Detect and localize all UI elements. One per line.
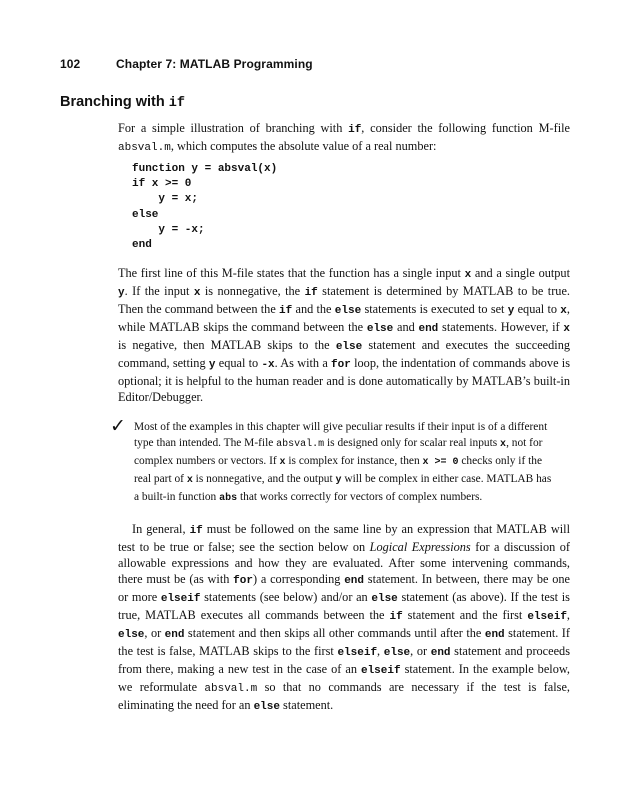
code-listing [132,162,277,253]
text: statements (see below) and/or an [200,590,372,604]
inline-code: else [383,647,411,659]
text: statement and executes the succeeding command, setting [118,338,570,370]
text: is nonnegative, and the output [192,473,336,485]
code-line: if x >= 0 [132,178,192,191]
text: and a single output [471,266,571,280]
inline-code: y [507,305,515,317]
inline-code: else [253,701,280,713]
inline-code: if [304,287,318,299]
text: is complex for instance, then [285,455,423,467]
inline-code: end [484,629,505,641]
inline-code: end [418,323,439,335]
inline-code: else [335,341,363,353]
inline-code: y [208,359,216,371]
inline-code: else [118,629,145,641]
inline-code: elseif [360,665,401,677]
code-line: end [132,238,152,251]
inline-code: elseif [337,647,378,659]
inline-code: end [164,629,185,641]
inline-code: elseif [527,611,567,623]
inline-code: elseif [160,593,201,605]
text: Most of the examples in this chapter will give peculiar results if their input is of a different type than intended. The M-file [134,421,548,449]
text: statement. [279,698,334,712]
inline-code: if [279,305,293,317]
text: statement (as above). If the test is true, MATLAB executes all commands between the [118,590,570,622]
running-header [60,57,313,71]
section-heading-text: Branching with [60,94,169,110]
code-line: else [132,208,159,221]
section-heading [60,94,185,111]
inline-code: -x [261,359,275,371]
chapter-title: Chapter 7: MATLAB Programming [116,57,313,71]
text: In general, [132,522,190,536]
text: The first line of this M-file states that the function has a single input [118,266,465,280]
text: , consider the following function M-file [361,121,570,135]
inline-code: x >= 0 [422,457,459,468]
text: , [566,608,570,622]
text: . As with a [274,356,332,370]
text: and [393,320,419,334]
inline-code: if [389,611,403,623]
text: statement is determined by MATLAB to be true. Then the command between the [118,284,570,316]
text: statement. In between, there may be one or more [118,572,571,604]
inline-code: x [563,323,571,335]
text: statements. However, if [438,320,564,334]
text: statement and then skips all other commands until after the [184,626,485,640]
code-line: y = -x; [132,223,205,236]
text: is nonnegative, the [200,284,305,298]
text: is designed only for scalar real inputs [324,437,501,449]
text: statement and proceeds from there, making a new test in the case of an [118,644,570,676]
inline-code: y [118,287,125,299]
inline-code: else [334,305,362,317]
note-paragraph [134,419,552,507]
inline-code: else [371,593,398,605]
inline-code: for [331,359,351,371]
general-paragraph [118,521,570,715]
text: , or [410,644,431,658]
text: and the [292,302,335,316]
checkmark-icon: ✓ [110,415,126,437]
text: . If the input [124,284,194,298]
text: equal to [215,356,262,370]
text: statement and the first [402,608,528,622]
text: that works correctly for vectors of complex numbers. [237,491,483,503]
text: loop, the indentation of commands above is optional; it is helpful to the human reader and is done automatically by MATLAB’s built-in Editor/Debugger. [118,356,570,404]
inline-code: x [193,287,201,299]
text: equal to [514,302,561,316]
text: , [377,644,384,658]
inline-code: if [189,525,203,537]
intro-paragraph [118,120,570,156]
inline-code: abs [219,493,238,504]
inline-code: x [186,475,193,486]
text: for a discussion of allowable expressions and how they are evaluated. After some intervening commands, there must be (as with [118,540,571,586]
inline-code: x [500,439,507,450]
text: For a simple illustration of branching with [118,121,349,135]
page-number: 102 [60,57,81,71]
inline-code: y [335,475,342,486]
inline-code: x [279,457,286,468]
text: statements is executed to set [361,302,508,316]
text: , or [144,626,165,640]
text: statement. In the example below, we reformulate [118,662,570,694]
inline-code: if [348,124,362,136]
code-line: function y = absval(x) [132,163,278,175]
inline-code: absval.m [118,142,171,154]
text: , not for complex numbers or vectors. If [134,437,543,467]
inline-code: x [464,269,472,281]
text: , which computes the absolute value of a real number: [170,139,437,153]
text: must be followed on the same line by an expression that MATLAB will test to be true or false; see the section below on [118,522,570,554]
inline-code: absval.m [204,683,258,695]
text: so that no commands are necessary if the test is false, eliminating the need for an [118,680,570,712]
text: statement. If the test is false, MATLAB skips to the first [118,626,570,658]
italic-reference: Logical Expressions [369,540,471,554]
inline-code: x [560,305,567,317]
inline-code: absval.m [276,439,325,450]
text: , while MATLAB skips the command between the [118,302,570,334]
inline-code: else [366,323,394,335]
inline-code: for [233,575,253,587]
text: checks only if the real part of [134,455,543,485]
text: will be complex in either case. MATLAB has a built-in function [134,473,552,503]
code-line: y = x; [132,193,199,206]
text: ) a corresponding [252,572,345,586]
explanation-paragraph [118,265,570,405]
inline-code: end [344,575,365,587]
section-heading-code: if [168,96,185,111]
inline-code: end [430,647,451,659]
text: is negative, then MATLAB skips to the [118,338,336,352]
